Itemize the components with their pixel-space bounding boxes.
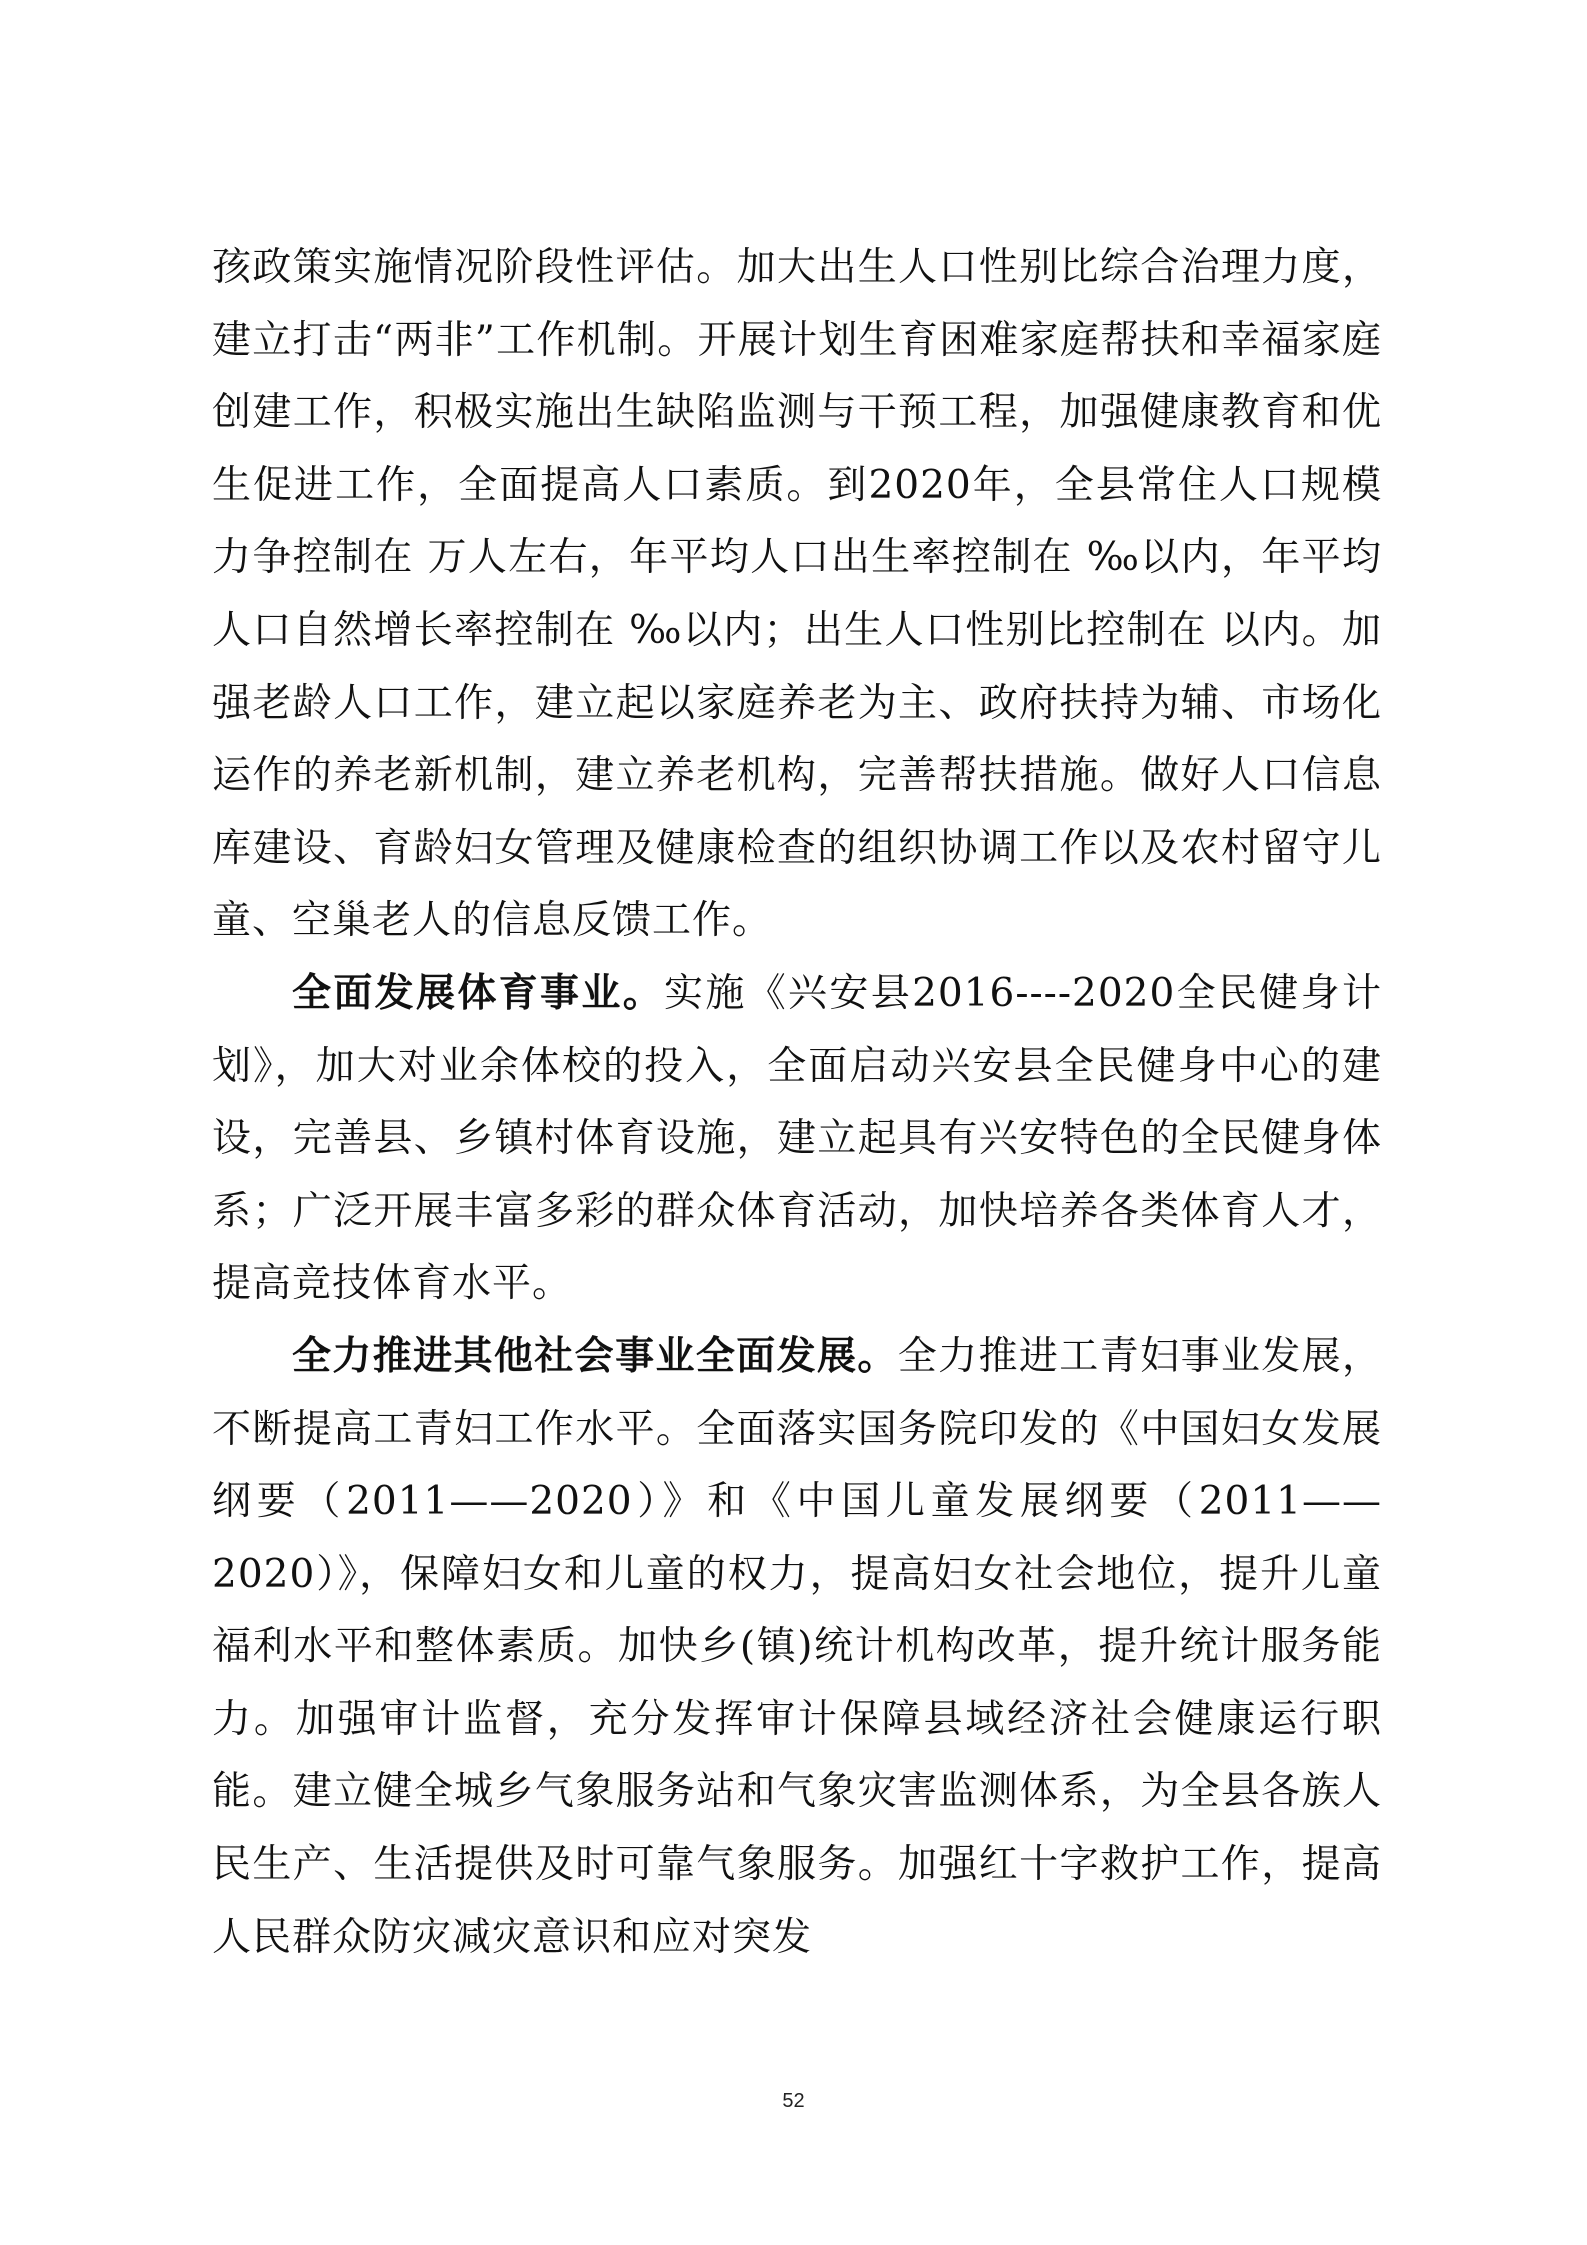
paragraph-social-text: 全力推进工青妇事业发展，不断提高工青妇工作水平。全面落实国务院印发的《中国妇女发展纲要（2011——2020）》和《中国儿童发展纲要（2011——2020）》，保障妇女和儿童的权力，提高妇女社会地位，提升儿童福利水平和整体素质。加快乡(镇)统计机构改革，提升统计服务能力。加强审计监督，充分发挥审计保障县域经济社会健康运行职能。建立健全城乡气象服务站和气象灾害监测体系，为全县各族人民生产、生活提供及时可靠气象服务。加强红十字救护工作，提高人民群众防灾减灾意识和应对突发 <box>212 1333 1382 1960</box>
paragraph-population-text: 孩政策实施情况阶段性评估。加大出生人口性别比综合治理力度，建立打击“两非”工作机制。开展计划生育困难家庭帮扶和幸福家庭创建工作，积极实施出生缺陷监测与干预工程，加强健康教育和优生促进工作，全面提高人口素质。到2020年，全县常住人口规模力争控制在 万人左右，年平均人口出生率控制在 ‰以内，年平均人口自然增长率控制在 ‰以内；出生人口性别比控制在 以内。加强老龄人口工作，建立起以家庭养老为主、政府扶持为辅、市场化运作的养老新机制，建立养老机构，完善帮扶措施。做好人口信息库建设、育龄妇女管理及健康检查的组织协调工作以及农村留守儿童、空巢老人的信息反馈工作。 <box>212 245 1382 944</box>
paragraph-sports <box>212 958 1382 1321</box>
page-number: 52 <box>782 2090 805 2112</box>
paragraph-sports-text: 实施《兴安县2016----2020全民健身计划》，加大对业余体校的投入，全面启动兴安县全民健身中心的建设，完善县、乡镇村体育设施，建立起具有兴安特色的全民健身体系；广泛开展丰富多彩的群众体育活动，加快培养各类体育人才，提高竞技体育水平。 <box>212 970 1382 1307</box>
paragraph-population <box>212 232 1382 958</box>
paragraph-social-heading: 全力推进其他社会事业全面发展。 <box>292 1333 898 1379</box>
body-text <box>212 232 1382 1974</box>
paragraph-social <box>212 1321 1382 1974</box>
paragraph-sports-heading: 全面发展体育事业。 <box>292 970 665 1016</box>
